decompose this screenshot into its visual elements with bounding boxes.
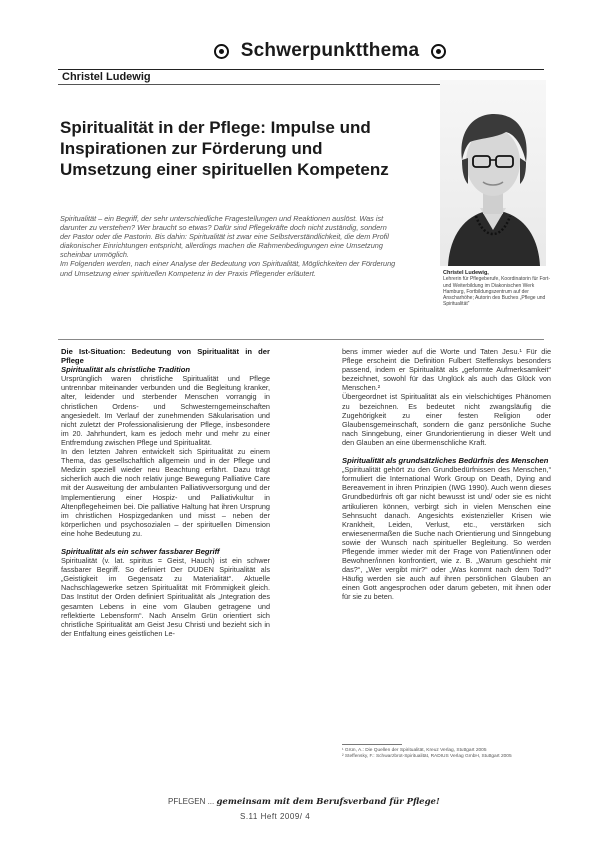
body-paragraph: Übergeordnet ist Spiritualität als ein vielschichtiges Phänomen zu bezeichnen. Es bedeutet nicht zwangsläufig die Zugehörigkeit zu einer festen Religion oder Glaubensgemeinschaft, sondern die ganz persönliche Suche nach Sinngebung, einer Grundorientierung in dieser Welt und den Glauben an eine übermenschliche Kraft. [342, 392, 551, 447]
subheading-begriff: Spiritualität als ein schwer fassbarer Begriff [61, 546, 220, 556]
right-column [342, 347, 551, 602]
page-number: S.11 Heft 2009/ 4 [240, 812, 311, 821]
section-header [200, 38, 460, 64]
intro-text-2: Im Folgenden werden, nach einer Analyse der Bedeutung von Spiritualität, Möglichkeiten der Förderung und Umsetzung einer spirituellen Kompetenz in der Praxis Pflegender erläutert. [60, 259, 396, 278]
intro-text-1: Spiritualität – ein Begriff, der sehr unterschiedliche Fragestellungen und Reaktionen auslöst. Was ist darunter zu verstehen? Wer braucht so etwas? Dafür sind Pflegekräfte doch nicht zuständig, sondern der Pastor oder die Pastorin. Bis dahin: Spiritualität ist zwar eine Selbstverständlichkeit, die dem Profil diakonischer Einrichtungen entspricht, allerdings machen die Rahmenbedingungen eine Umsetzung scheinbar unmöglich. [60, 214, 389, 260]
subheading-ist-situation: Die Ist-Situation: Bedeutung von Spiritualität in der Pflege [61, 347, 270, 366]
subheading-beduerfnis: Spiritualität als grundsätzliches Bedürfnis des Menschen [342, 456, 549, 466]
author-portrait-image [440, 80, 546, 266]
section-rule [58, 339, 544, 340]
bullet-ring-icon [431, 44, 446, 59]
article-headline: Spiritualität in der Pflege: Impulse und Inspirationen zur Förderung und Umsetzung einer spirituellen Kompetenz [60, 118, 389, 179]
footer-brand: PFLEGEN ... [168, 797, 215, 806]
footnote-rule [342, 744, 402, 745]
author-name: Christel Ludewig [62, 71, 151, 83]
body-paragraph: In den letzten Jahren entwickelt sich Spiritualität zu einem Thema, das gesellschaftlich allgemein und in der Pflege und Medizin speziell wieder neu Beachtung erfährt. Dazu trägt sicherlich auch die noch relativ junge Bewegung Palliative Care mit der Ausweitung der ambulanten Palliativversorgung und der Implementierung einer Hospiz- und Palliativkultur in Altenpflegeheimen bei. Die palliative Haltung hat ihren Ursprung im christlichen Hospizgedanken und misst – neben der körperlichen und psychosozialen – der spirituellen Dimension eine hohe Bedeutung zu. [61, 447, 270, 538]
footnote-1: ¹ Grün, A.: Die Quellen der Spiritualität, Kreuz Verlag, Stuttgart 2005 [342, 748, 487, 753]
footnote-2: ² Steffensky, F.: Schwarzbrot-Spiritualität, RADIUS Verlag GmbH, Stuttgart 2005 [342, 754, 512, 759]
header-rule [58, 69, 544, 70]
photo-caption [443, 270, 553, 308]
subheading-christliche-tradition: Spiritualität als christliche Tradition [61, 365, 190, 375]
caption-name: Christel Ludewig, [443, 270, 489, 276]
body-paragraph: bens immer wieder auf die Worte und Taten Jesu.¹ Für die Pflege erscheint die Definition Fulbert Steffenskys besonders passend, indem er Spiritualität als „geformte Aufmerksamkeit“ bezeichnet, sowohl für das Unglück als auch das Glück von Menschen.² [342, 347, 551, 393]
body-paragraph: „Spiritualität gehört zu den Grundbedürfnissen des Menschen,“ formuliert die International Work Group on Death, Dying and Bereavement in ihren Prinzipien (IWG 1990). Auch wenn dieses Grundbedürfnis oft gar nicht bewusst ist und/ oder sie es nicht artikulieren können, verbirgt sich in vielen Menschen eine Sehnsucht danach. Angesichts existenzieller Krisen wie Krankheit, Leiden, Verlust, etc., verstärken sich erwiesenermaßen die Suche nach Orientierung und Sinngebung sowie der Wunsch nach spiritueller Begleitung. So werden Pflegende immer wieder mit der Frage von Patient/innen oder Bewohner/innen konfrontiert, wie z. B. „Warum geschieht mir das?“, „Wer vergibt mir?“ oder „Was kommt nach dem Tod?“ Häufig werden sie auch auf ihren persönlichen Glauben an einen Gott angesprochen oder darum gebeten, mit ihnen oder für sie zu beten. [342, 465, 551, 602]
intro-paragraph [60, 214, 398, 278]
left-column [61, 347, 270, 638]
bullet-ring-icon [214, 44, 229, 59]
footer-slogan [168, 797, 468, 807]
footer-script-slogan: gemeinsam mit dem Berufsverband für Pflege! [216, 797, 440, 807]
author-photo [440, 80, 546, 266]
footnotes [342, 744, 551, 760]
caption-text: Lehrerin für Pflegeberufe, Koordinatorin für Fort- und Weiterbildung im Diakonischen Werk Hamburg, Fortbildungszentrum auf der Anscharhöhe; Autorin des Buches „Pflege und Spiritualität“ [443, 276, 550, 308]
body-paragraph: Ursprünglich waren christliche Spiritualität und Pflege untrennbar miteinander verbunden und die Begleitung kranker, alter, leidender und sterbender Menschen vorrangig in christlichen Ordens- und Schwesterngemeinschaften angesiedelt. Im Verlauf der zunehmenden Säkularisation und nicht zuletzt der Professionalisierung der Pflege, insbesondere im 20. Jahrhundert, kam es jedoch mehr und mehr zu einer Entfremdung zwischen Pflege und Spiritualität. [61, 374, 270, 447]
body-paragraph: Spiritualität (v. lat. spiritus = Geist, Hauch) ist ein schwer fassbarer Begriff. So definiert Der DUDEN Spiritualität als „Geistigkeit im Gegensatz zu Materialität“. Aktuelle Nachschlagewerke setzen Spiritualität mit Frömmigkeit gleich. Das Institut der Orden definiert Spiritualität als „Integration des gesamten Lebens in eine vom Glauben getragene und reflektierte Lebensform“. Nach Anselm Grün orientiert sich christliche Spiritualität am Geist Jesu Christi und bezieht sich in der Entfaltung eines geistlichen Le- [61, 556, 270, 638]
section-title: Schwerpunktthema [240, 40, 420, 61]
